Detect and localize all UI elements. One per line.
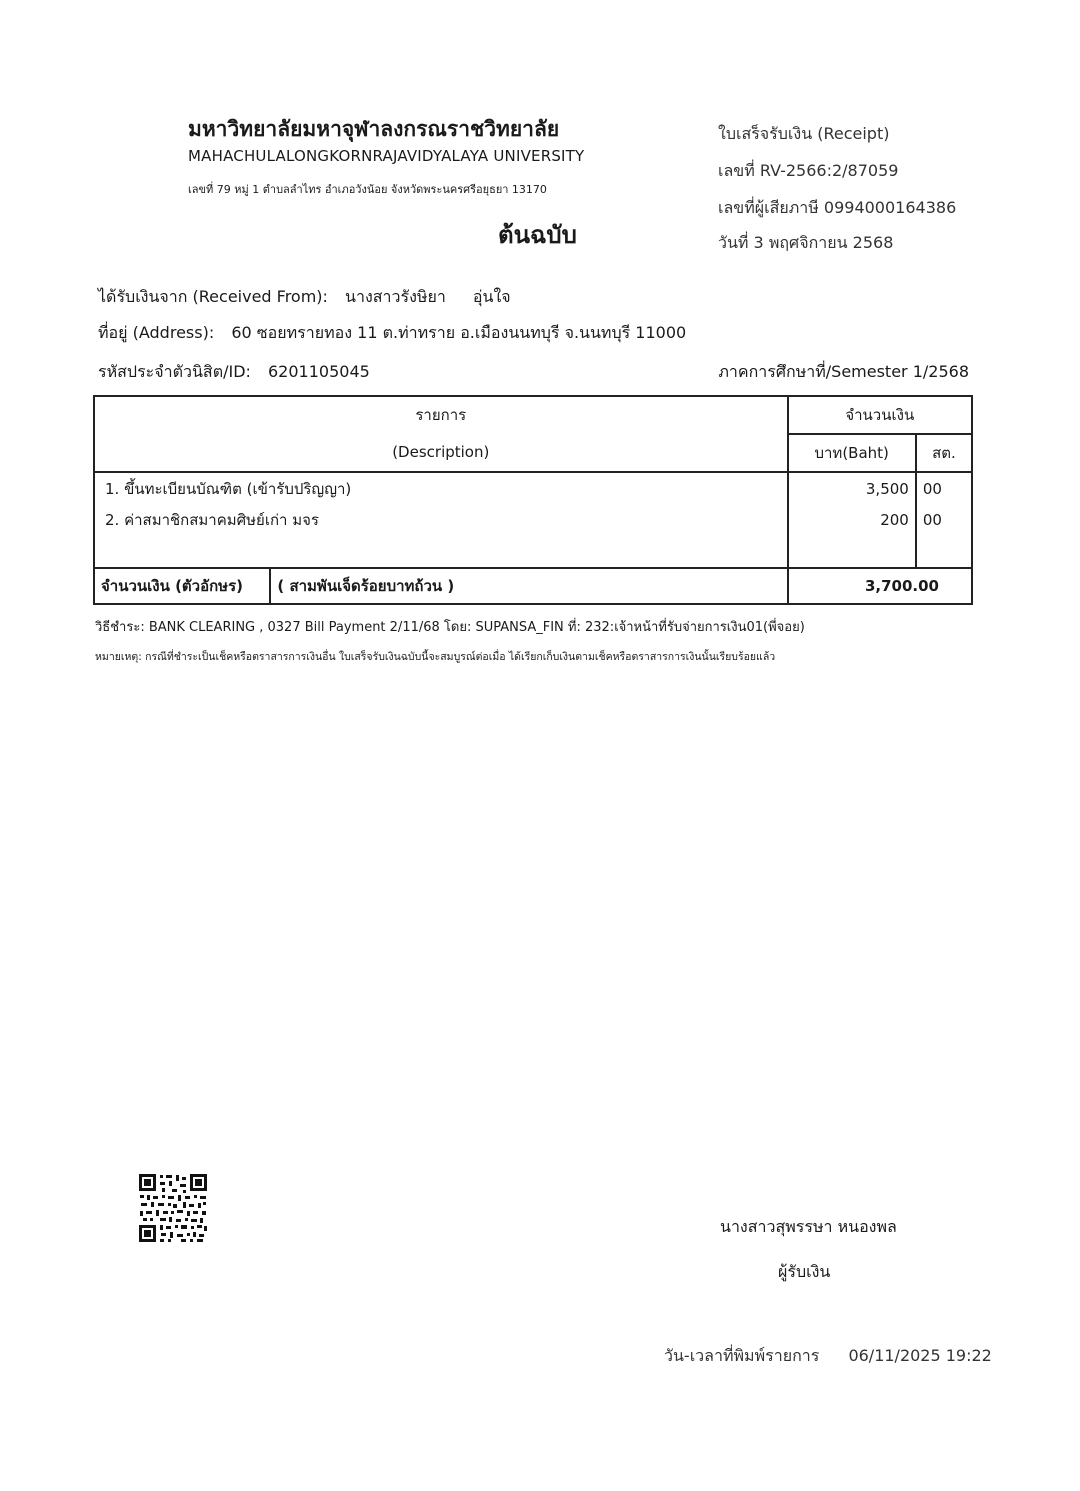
- item-satang: 00: [922, 479, 942, 498]
- semester: ภาคการศึกษาที่/Semester 1/2568: [718, 362, 969, 381]
- amount-header: จำนวนเงิน: [788, 396, 972, 434]
- receipt-title: ใบเสร็จรับเงิน (Receipt): [718, 124, 890, 143]
- description-header-english: (Description): [392, 443, 490, 461]
- item-baht: 200: [880, 510, 909, 529]
- item-satang-amounts: [916, 472, 972, 568]
- copy-label: ต้นฉบับ: [498, 221, 577, 249]
- qr-code-icon: [138, 1173, 208, 1243]
- received-from-label: ได้รับเงินจาก (Received From):: [98, 287, 328, 306]
- signer-role: ผู้รับเงิน: [778, 1262, 831, 1281]
- printed-label: วัน-เวลาที่พิมพ์รายการ: [664, 1346, 820, 1365]
- receipt-number: เลขที่ RV-2566:2/87059: [718, 161, 899, 180]
- address-label: ที่อยู่ (Address):: [98, 323, 215, 342]
- tax-id: เลขที่ผู้เสียภาษี 0994000164386: [718, 198, 957, 217]
- student-id-row: [98, 360, 370, 385]
- total-in-words: ( สามพันเจ็ดร้อยบาทถ้วน ): [270, 568, 787, 604]
- student-id-label: รหัสประจำตัวนิสิต/ID:: [98, 362, 251, 381]
- payer-address: 60 ซอยทรายทอง 11 ต.ท่าทราย อ.เมืองนนทบุรี จ.นนทบุรี 11000: [231, 323, 687, 342]
- printed-timestamp-row: [664, 1344, 992, 1369]
- item-baht-amounts: [788, 472, 916, 568]
- list-item: 1. ขึ้นทะเบียนบัณฑิต (เข้ารับปริญญา): [105, 479, 352, 498]
- baht-header: บาท(Baht): [788, 434, 916, 472]
- total-amount: 3,700.00: [788, 568, 972, 604]
- payer-last-name: อุ่นใจ: [472, 287, 511, 306]
- received-from-row: [98, 285, 511, 310]
- table-row: [94, 472, 972, 568]
- printed-timestamp: 06/11/2025 19:22: [848, 1346, 992, 1365]
- items-table: [93, 395, 973, 605]
- description-header-thai: รายการ: [415, 406, 467, 424]
- student-id: 6201105045: [268, 362, 370, 381]
- total-row: [94, 568, 972, 604]
- payment-note: หมายเหตุ: กรณีที่ชำระเป็นเช็คหรือตราสารการเงินอื่น ใบเสร็จรับเงินฉบับนี้จะสมบูรณ์ต่อเมื่อ ได้เรียกเก็บเงินตามเช็คหรือตราสารการเงินนั้นเรียบร้อยแล้ว: [95, 651, 776, 663]
- payment-method: วิธีชำระ: BANK CLEARING , 0327 Bill Payment 2/11/68 โดย: SUPANSA_FIN ที่: 232:เจ้าหน้าที่รับจ่ายการเงิน01(พี่จอย): [95, 620, 805, 635]
- university-address: เลขที่ 79 หมู่ 1 ตำบลลำไทร อำเภอวังน้อย จังหวัดพระนครศรีอยุธยา 13170: [188, 183, 547, 196]
- description-header: [94, 396, 788, 472]
- total-in-words-label: จำนวนเงิน (ตัวอักษร): [94, 568, 270, 604]
- receipt-date: วันที่ 3 พฤศจิกายน 2568: [718, 233, 894, 252]
- payer-first-name: นางสาวรังษิยา: [345, 287, 446, 306]
- item-baht: 3,500: [865, 479, 909, 498]
- address-row: [98, 321, 686, 346]
- university-name-english: MAHACHULALONGKORNRAJAVIDYALAYA UNIVERSITY: [188, 147, 585, 165]
- satang-header: สต.: [916, 434, 972, 472]
- item-satang: 00: [922, 510, 942, 529]
- signer-name: นางสาวสุพรรษา หนองพล: [720, 1217, 897, 1236]
- item-descriptions: [94, 472, 788, 568]
- list-item: 2. ค่าสมาชิกสมาคมศิษย์เก่า มจร: [105, 510, 319, 529]
- university-name-thai: มหาวิทยาลัยมหาจุฬาลงกรณราชวิทยาลัย: [188, 117, 560, 141]
